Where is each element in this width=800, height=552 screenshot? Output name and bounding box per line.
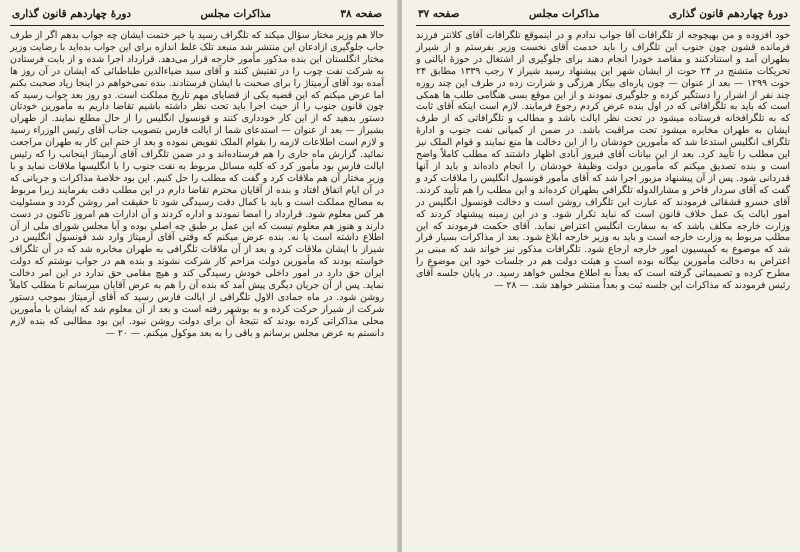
page-number: صفحه ۳۸ xyxy=(340,8,382,20)
running-title: مذاکرات مجلس xyxy=(528,8,600,20)
left-page xyxy=(0,0,398,552)
session-title: دورهٔ چهاردهم قانون گذاری xyxy=(668,8,788,20)
running-title: مذاکرات مجلس xyxy=(200,8,272,20)
body-text: حالا هم وزیر مختار سؤال میکند که تلگراف رسید یا خیر ختمت ایشان چه جواب بدهم اگر از طرف جاب جلوگیری ازادعان این منتشر شد منبعد تلک غلط اندازه برای این جواب بده‌اید با رضایت وزیر مختار انگلستان این بنده مذکور مأمور خارجه قرار می‌دهد. قرارداد اجرا شده و از بابت فرستادن به شرکت نفت چوب را در تفتیش کنند و آقای سید ضیاءالدین طباطبائی که ایشان در آن روز ها آمده بود آقای آرمیتاژ را برای صحبت با ایشان فرستادند. بنده نمی‌خواهم در اینجا زیاد صحبت بکنم اما عرض میکنم که این قضیه یکی از قضایای مهم تاریخ مملکت است. دو روز بعد جواب رسید که چون قانون جنوب را از حیث اجرا باید تحت نظر داشته باشیم تقاضا داریم به مأمورین خودتان دستور بدهید که از این کار خودداری کنند و قونسول انگلیس را از حال مطلع نمایند. از طهران بشیراز — بعد از عنوان — استدعای شما از ایالت فارس بتصویب جناب آقای رئیس الوزراء رسید و لازم است اطلاعات لازمه را بقوام الملک تفویض نموده و بعد از ختم این کار به طهران مراجعت نمائید. گزارش ماه جاری را هم فرستاده‌اند و در ضمن تلگراف آقای آرمیتاژ اینجانب را که رئیس ایالت فارس بود مأمور کرد که کلیه مسائل مربوط به نفت جنوب را با انگلیسها ملاقات نماید و با وزیر مختار آن هم ملاقات کرد و گفت که مطلب را حل کنیم. این بود خلاصهٔ مذاکرات و جریانی که در آن ایام اتفاق افتاد و بنده از آقایان محترم تقاضا دارم در این مطلب دقت بفرمایند زیرا مربوط به مصالح مملکت است و باید با کمال دقت رسیدگی شود تا حقیقت امر روشن گردد و مسئولیت هر کس معلوم شود. قرارداد را امضا نمودند و اداره کردند و آن ادارات هم امروز تاکنون در دست دارند و هنوز هم معلوم نیست که این عمل بر طبق چه اصلی بوده و آیا مجلس شورای ملی از آن اطلاع داشته است یا نه. بنده عرض میکنم که وقتی آقای آرمیتاژ وارد شد قونسول انگلیس در شیراز با ایشان ملاقات کرد و بعد از آن ملاقات تلگرافی به طهران مخابره شد که در آن تلگراف خواسته بودند که مأمورین دولت مزاحم کار شرکت نشوند و بنده هم در جواب نوشتم که دولت ایران حق دارد در امور داخلی خودش رسیدگی کند و هیچ مقامی حق ندارد در این امر دخالت نماید. پس از آن جریان دیگری پیش آمد که بنده آن را هم به عرض آقایان میرسانم تا مطلب کاملاً روشن شود. در ماه جمادی الاول تلگرافی از ایالت فارس رسید که آقای آرمیتاژ بموجب دستور شرکت از شیراز حرکت کرده و به بوشهر رفته است و بعد از آن معلوم شد که ایشان با مأمورین محلی مذاکراتی کرده بودند که نتیجهٔ آن برای دولت روشن نبود. این بود مطالبی که بنده لازم دانستم به عرض مجلس برسانم و باقی را به بعد موکول میکنم. — ۲۰ — xyxy=(10,30,384,339)
session-title: دورهٔ چهاردهم قانون گذاری xyxy=(12,8,132,20)
page-body xyxy=(10,30,384,340)
page-number: صفحه ۳۷ xyxy=(418,8,460,20)
page-header xyxy=(10,6,384,26)
right-page xyxy=(402,0,800,552)
page-header xyxy=(416,6,790,26)
page-body xyxy=(416,30,790,292)
body-text: خود افزوده و من بهیچوجه از تلگرافات آقا جواب ندادم و در اینموقع تلگرافات آقای کلانتر فرزند فرمانده قشون چون جنوب این تلگراف را باید خدمت آقای نخست وزیر بفرستم و از شیراز بطهران آمد و استنادکنند و مقاصد خودرا انجام دهند برای جلوگیری از اشتغال در حوزهٔ ایالتی و تحریکات متشنج در ۲۴ حوت از ایشان شهر این پیشنهاد رسید شیراز ۷ رجب ۱۳۳۹ مطابق ۲۴ حوت ۱۲۹۹ — بعد از عنوان — چون پاره‌ای بیکار هرزگی و شرارت زده در طرف این چند روزه چند نفر از اشرار را دستگیر کرده و جلوگیری نمودند و از این موقع بسی هنگامی طلب ها همکی است که باید به تلگرافاتی که در اول بنده عرض کردم رجوع فرمایند. لازم است اینکه آقای ثابت که به تلگرافخانه فرستاده میشود در تحت نظر ایالت باشد و مطالب و تلگرافاتی که از طرف ایشان به طهران مخابره میشود تحت مراقبت باشد. در ضمن از کمپانی نفت جنوب و ادارهٔ تلگراف انگلیس استدعا شد که مأمورین خودشان را از این دخالت ها منع نمایند و قوام الملک نیز این مطلب را تأیید کرد. بعد از این بیانات آقای فیروز آبادی اظهار داشتند که مطلب کاملاً واضح است و بنده تصدیق میکنم که مأمورین دولت وظیفهٔ خودشان را انجام داده‌اند و باید از آنها قدردانی شود. پس از آن پیشنهاد مزبور اجرا شد که آقای مأمور قونسول انگلیس را ملاقات کرد و گفت که آقای سردار فاخر و مشارالدوله تلگرافی بطهران کرده‌اند و این مطلب را هم تأیید کردند. آقای خسرو قشقائی فرمودند که عبارت این تلگراف روشن است و دخالت قونسول انگلیس در امور ایالت یک عمل خلاف قانون است که نباید تکرار شود. و در این زمینه پیشنهاد کردند که وزارت خارجه مکلف باشد که به سفارت انگلیس اعتراض نماید. آقای حکمت فرمودند که این مطلب مربوط به وزارت خارجه است و باید به وزیر خارجه ابلاغ شود. بعد از مذاکرات بسیار قرار شد که موضوع به کمیسیون امور خارجه ارجاع شود. تلگرافات مذکور نیز خواند شد که مبنی بر اعتراض به دخالت مأمورین بیگانه بوده است و هیئت دولت هم در جلسات خود این موضوع را مطرح کرده و تصمیماتی گرفته است که بعداً به اطلاع مجلس خواهد رسید. در پایان جلسه آقای رئیس فرمودند که مذاکرات این جلسه ثبت و بعداً منتشر خواهد شد. — ۲۸ — xyxy=(416,30,791,292)
